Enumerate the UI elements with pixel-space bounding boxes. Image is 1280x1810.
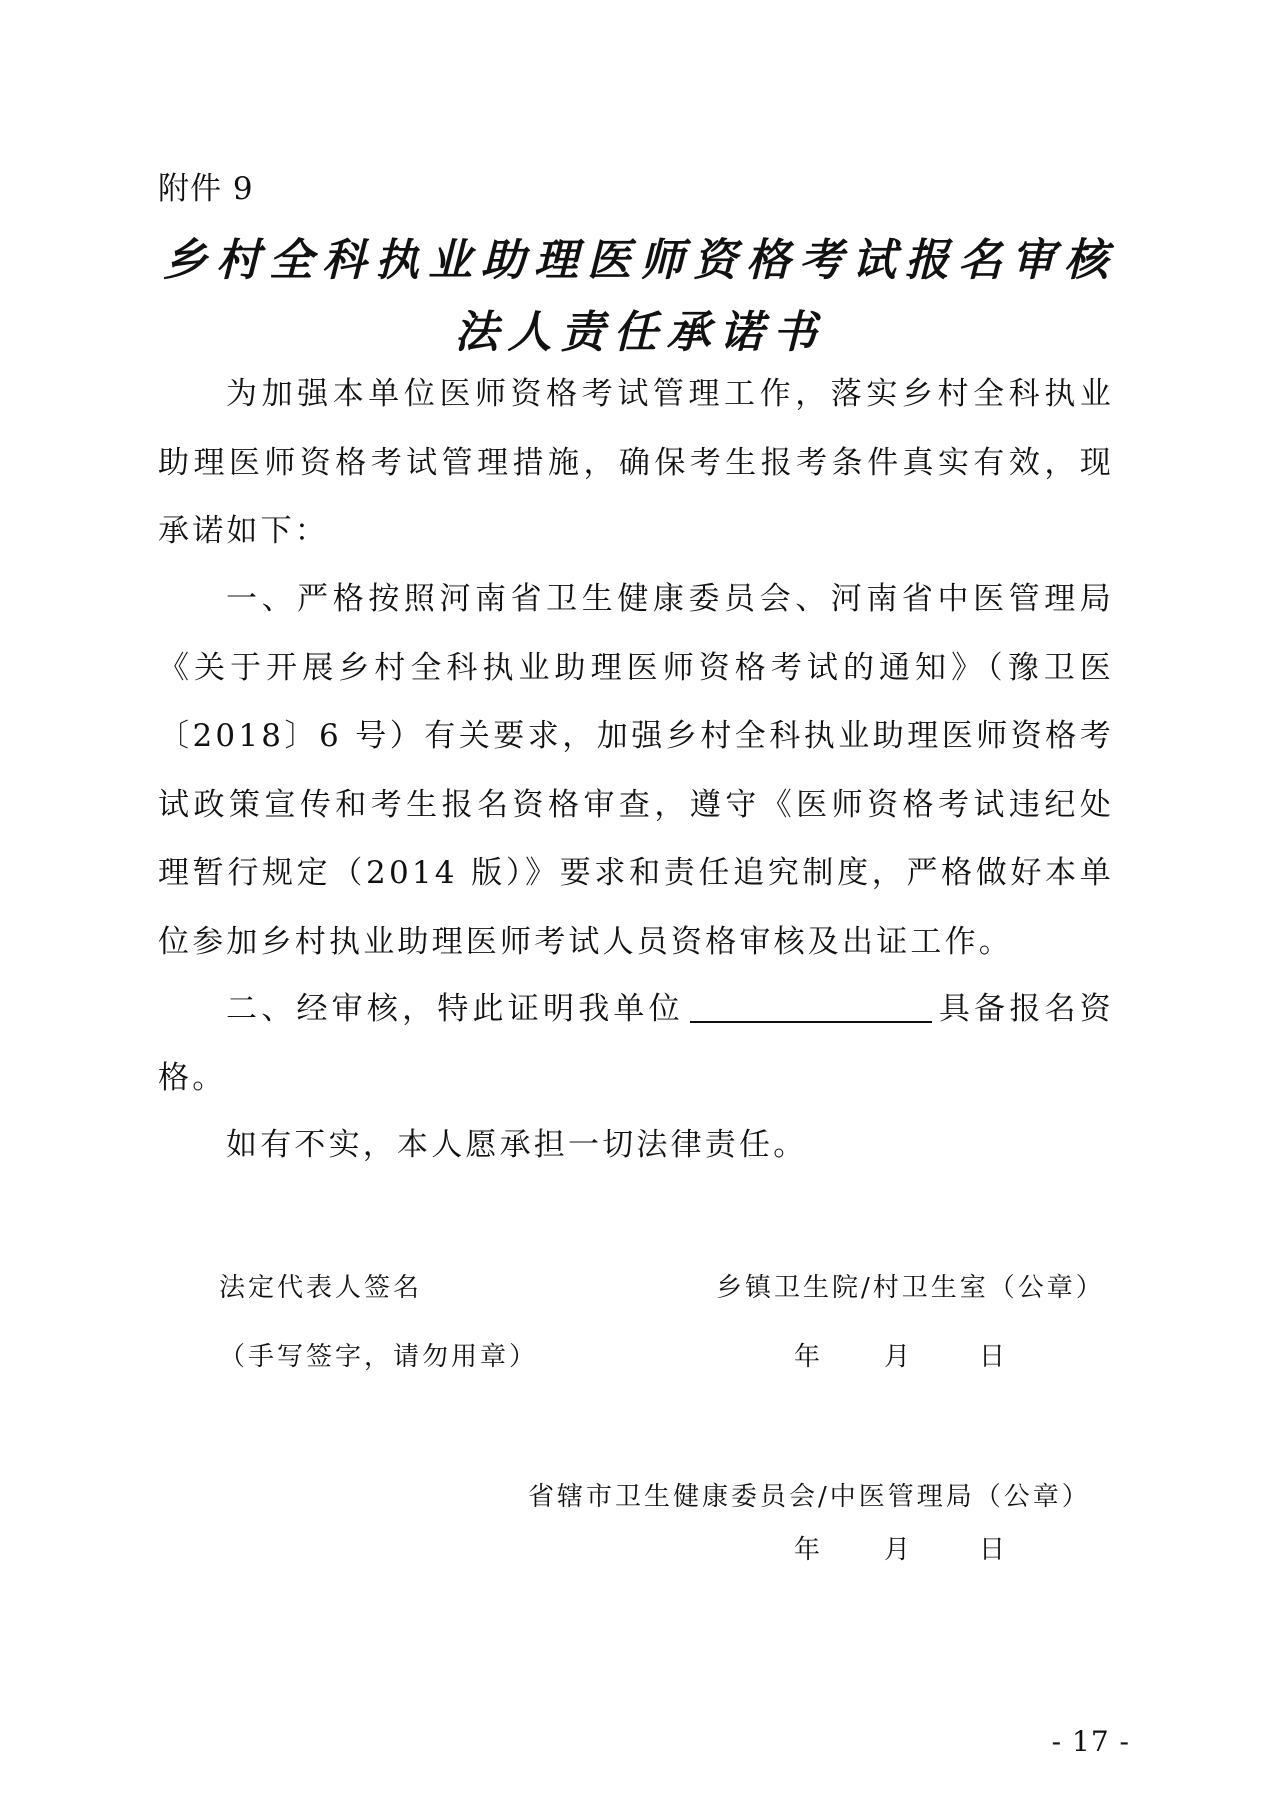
health-committee-seal-label: 省辖市卫生健康委员会/中医管理局（公章） [528, 1482, 1091, 1512]
item2-section [158, 975, 1114, 1112]
date-month: 月 [884, 1342, 911, 1372]
intro-section [158, 360, 1114, 566]
health-committee-date-row [0, 1529, 1280, 1569]
document-title-line2: 法人责任承诺书 [454, 307, 826, 358]
attachment-label: 附件 9 [158, 171, 254, 207]
item2-text-after: 具备报名资格。 [158, 991, 1114, 1096]
document-title-line1: 乡村全科执业助理医师资格考试报名审核 [163, 235, 1117, 286]
closing-section [158, 1111, 1114, 1180]
intro-paragraph: 为加强本单位医师资格考试管理工作，落实乡村全科执业助理医师资格考试管理措施，确保考生报考条件真实有效，现承诺如下： [158, 376, 1114, 549]
item1-paragraph: 一、严格按照河南省卫生健康委员会、河南省中医管理局《关于开展乡村全科执业助理医师资格考试的通知》（豫卫医〔2018〕6 号）有关要求，加强乡村全科执业助理医师资格考试政策宣传和考生报名资格审查，遵守《医师资格考试违纪处理暂行规定（2014 版）》要求和责任追究制度，严格做好本单位参加乡村执业助理医师考试人员资格审核及出证工作。 [158, 581, 1114, 960]
item1-section [158, 565, 1114, 976]
date-year: 年 [794, 1535, 821, 1565]
legal-rep-signature-note: （手写签字，请勿用章） [219, 1342, 539, 1372]
township-seal-label: 乡镇卫生院/村卫生室（公章） [716, 1273, 1105, 1303]
date-day: 日 [979, 1535, 1006, 1565]
item2-paragraph [158, 975, 1114, 1112]
date-day: 日 [979, 1342, 1006, 1372]
legal-rep-signature-label: 法定代表人签名 [219, 1273, 423, 1303]
item2-text-before: 二、经审核，特此证明我单位 [226, 991, 684, 1027]
page-number: - 17 - [1051, 1725, 1130, 1758]
date-year: 年 [794, 1342, 821, 1372]
date-month: 月 [884, 1535, 911, 1565]
unit-name-blank-line[interactable] [690, 993, 932, 1023]
township-date-row [0, 1336, 1280, 1376]
closing-paragraph: 如有不实，本人愿承担一切法律责任。 [226, 1127, 808, 1163]
